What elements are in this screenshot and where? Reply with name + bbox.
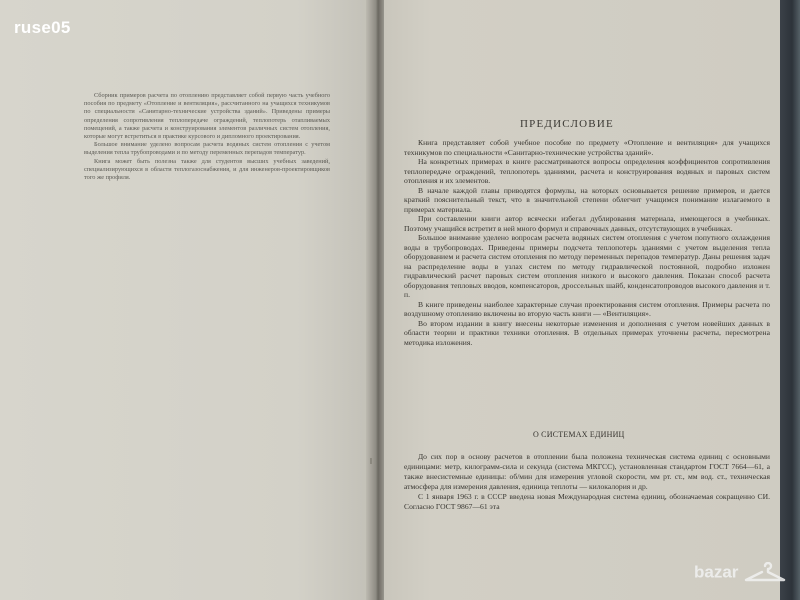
annotation-paragraph: Сборник примеров расчета по отоплению представляет собой первую часть учебного пособия по предмету «Отопление и вентиляция», рассчитанного на учащихся техникумов по специальности «Санитарно-технические устройства зданий». Приведены примеры определения сопротивления теплопередаче ограждений, теплопотерь отапливаемых помещений, а также расчета и конструирования элементов различных систем отопления, которые могут встретиться в практике курсового и дипломного проектирования.	[84, 92, 330, 141]
preface-body	[404, 138, 770, 347]
annotation-paragraph: Большое внимание уделено вопросам расчета водяных систем отопления с учетом выделения тепла трубопроводами и по методу переменных перепадов температур.	[84, 141, 330, 157]
preface-paragraph: Книга представляет собой учебное пособие по предмету «Отопление и вентиляция» для учащихся техникумов по специальности «Санитарно-технические устройства зданий».	[404, 138, 770, 157]
marketplace-logo	[694, 562, 787, 584]
seller-watermark: ruse05	[14, 18, 71, 37]
units-paragraph: До сих пор в основу расчетов в отоплении была положена техническая система единиц с основными единицами: метр, килограмм-сила и секунда (система МКГСС), установленная стандартом ГОСТ 7664—61, а также внесистемные единицы: об/мин для измерения угловой скорости, мм рт. ст., мм вод. ст., техническая атмосфера для измерения давления, единица теплоты — килокалория и др.	[404, 452, 770, 491]
hanger-icon	[743, 562, 787, 584]
units-paragraph: С 1 января 1963 г. в СССР введена новая Международная система единиц, обозначаемая сокращенно СИ. Согласно ГОСТ 9867—61 эта	[404, 492, 770, 511]
annotation-block	[84, 92, 330, 182]
preface-paragraph: Во втором издании в книгу внесены некоторые изменения и дополнения с учетом новейших данных в области теории и практики техники отопления. В отдельных примерах уточнены расчеты, пересмотрена методика изложения.	[404, 318, 770, 347]
preface-paragraph: В книге приведены наиболее характерные случаи проектирования систем отопления. Примеры расчета по воздушному отоплению включены во вторую часть книги — «Вентиляция».	[404, 299, 770, 318]
logo-text: bazar	[694, 562, 739, 582]
annotation-paragraph: Книга может быть полезна также для студентов высших учебных заведений, специализирующихся в области теплогазоснабжения, и для инженеров-проектировщиков того же профиля.	[84, 157, 330, 182]
preface-paragraph: При составлении книги автор всячески избегал дублирования материала, имеющегося в учебниках. Поэтому учащийся встретит в ней много формул и справочных данных, отсутствующих в учебниках.	[404, 214, 770, 233]
units-body	[404, 452, 770, 512]
preface-paragraph: В начале каждой главы приводятся формулы, на которых основывается решение примеров, и дается краткий пояснительный текст, что в значительной степени облегчит учащимся понимание излагаемого в примерах материала.	[404, 185, 770, 214]
background-edge	[780, 0, 800, 600]
left-page	[0, 0, 372, 600]
units-subheading: О СИСТЕМАХ ЕДИНИЦ	[533, 430, 625, 439]
preface-title: ПРЕДИСЛОВИЕ	[520, 118, 614, 130]
preface-paragraph: На конкретных примерах в книге рассматриваются вопросы определения коэффициентов сопротивления теплопередаче ограждений, теплопотерь зданиями, расчета и конструирования водяных и паровых систем отопления и их элементов.	[404, 157, 770, 185]
paper-speck	[370, 458, 372, 464]
preface-paragraph: Большое внимание уделено вопросам расчета водяных систем отопления с учетом попутного охлаждения воды в трубопроводах. Приведены примеры подсчета теплопотерь зданиями с учетом выделения тепла оборудованием и расчета систем отопления по методу переменных перепадов температур. Даны решения задач на распределение воды в узлах систем по методу гидравлической постоянной, подробно изложен гидравлический расчет паровых систем отопления низкого и высокого давления. Показан способ расчета оборудования тепловых вводов, компенсаторов, дроссельных шайб, конденсатопроводов высокого давления и т. п.	[404, 233, 770, 299]
